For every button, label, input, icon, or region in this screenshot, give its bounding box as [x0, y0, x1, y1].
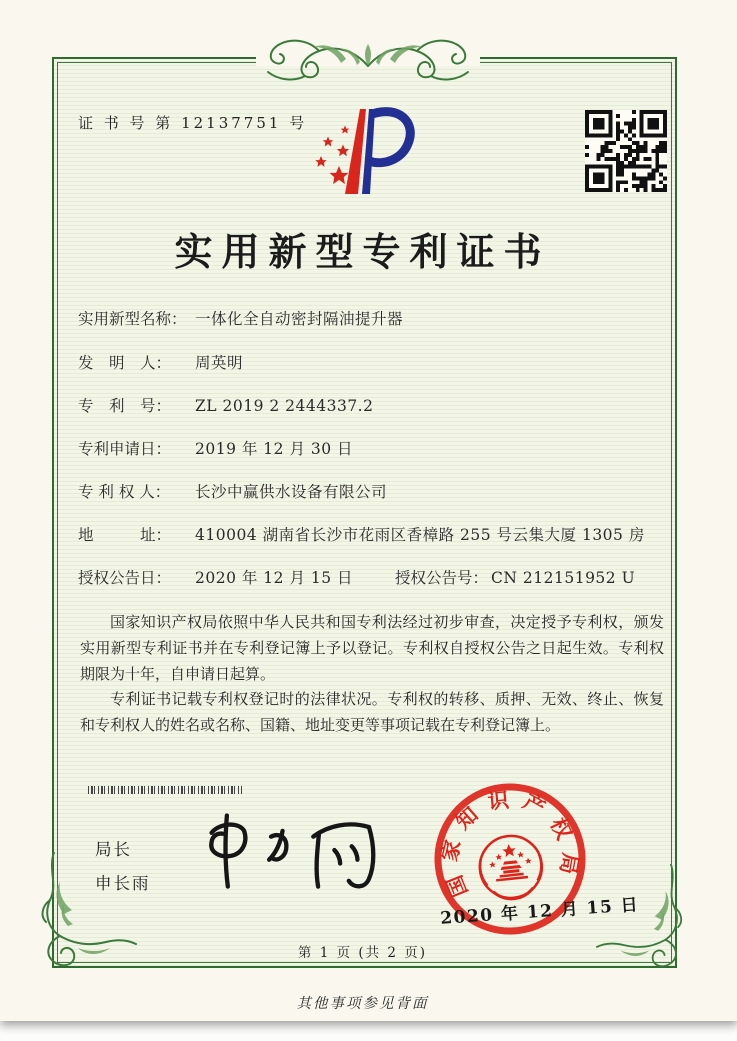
field-value: 一体化全自动密封隔油提升器 [195, 310, 404, 328]
commissioner-signature [200, 804, 392, 900]
field-label: 实用新型名称： [78, 310, 187, 328]
legal-text [80, 610, 664, 739]
field-label: 发 明 人： [78, 354, 172, 372]
cnipa-logo-icon [312, 101, 417, 201]
field-patentee [78, 480, 387, 502]
certificate-number: 证 书 号 第 12137751 号 [78, 114, 308, 132]
field-label: 地 址： [78, 526, 172, 544]
barcode [88, 786, 242, 794]
legal-paragraph: 国家知识产权局依照中华人民共和国专利法经过初步审查，决定授予专利权，颁发实用新型专利证书并在专利登记簿上予以登记。专利权自授权公告之日起生效。专利权期限为十年，自申请日起算。 [80, 613, 664, 683]
field-value: CN 212151952 U [491, 569, 636, 587]
field-grant-date-and-number [78, 566, 635, 588]
field-label: 授权公告日： [78, 569, 172, 587]
back-side-note: 其他事项参见背面 [296, 996, 429, 1012]
field-value: 410004 湖南省长沙市花雨区香樟路 255 号云集大厦 1305 房 [195, 526, 645, 544]
field-label: 专 利 权 人： [78, 483, 171, 501]
field-address [78, 523, 645, 545]
qr-code-icon [585, 110, 667, 192]
field-patent-number [78, 394, 373, 416]
field-value: 2020 年 12 月 15 日 [195, 569, 354, 587]
field-value: 长沙中赢供水设备有限公司 [195, 483, 388, 501]
national-emblem-icon [477, 833, 545, 902]
svg-text:国家知识产权局 [429, 780, 587, 902]
commissioner-name: 申长雨 [95, 874, 151, 893]
seal-text: 国家知识产权局 [436, 785, 584, 901]
legal-paragraph: 专利证书记载专利权登记时的法律状况。专利权的转移、质押、无效、终止、恢复和专利权人的姓名或名称、国籍、地址变更等事项记载在专利登记簿上。 [80, 690, 664, 735]
field-label: 专利申请日： [78, 440, 172, 458]
field-inventor [78, 351, 243, 373]
field-value: 周英明 [195, 354, 244, 372]
field-label: 授权公告号： [395, 569, 489, 587]
top-flourish-ornament-icon [256, 32, 480, 90]
field-label: 专 利 号： [78, 397, 172, 415]
seal-date: 2020 年 12 月 15 日 [439, 895, 640, 929]
field-value: ZL 2019 2 2444337.2 [195, 397, 374, 415]
field-value: 2019 年 12 月 30 日 [195, 440, 354, 458]
field-utility-model-name [78, 307, 403, 329]
field-filing-date [78, 437, 353, 459]
certificate-title: 实用新型专利证书 [174, 229, 551, 274]
page-number: 第 1 页 (共 2 页) [297, 945, 428, 961]
commissioner-title: 局长 [95, 840, 132, 859]
